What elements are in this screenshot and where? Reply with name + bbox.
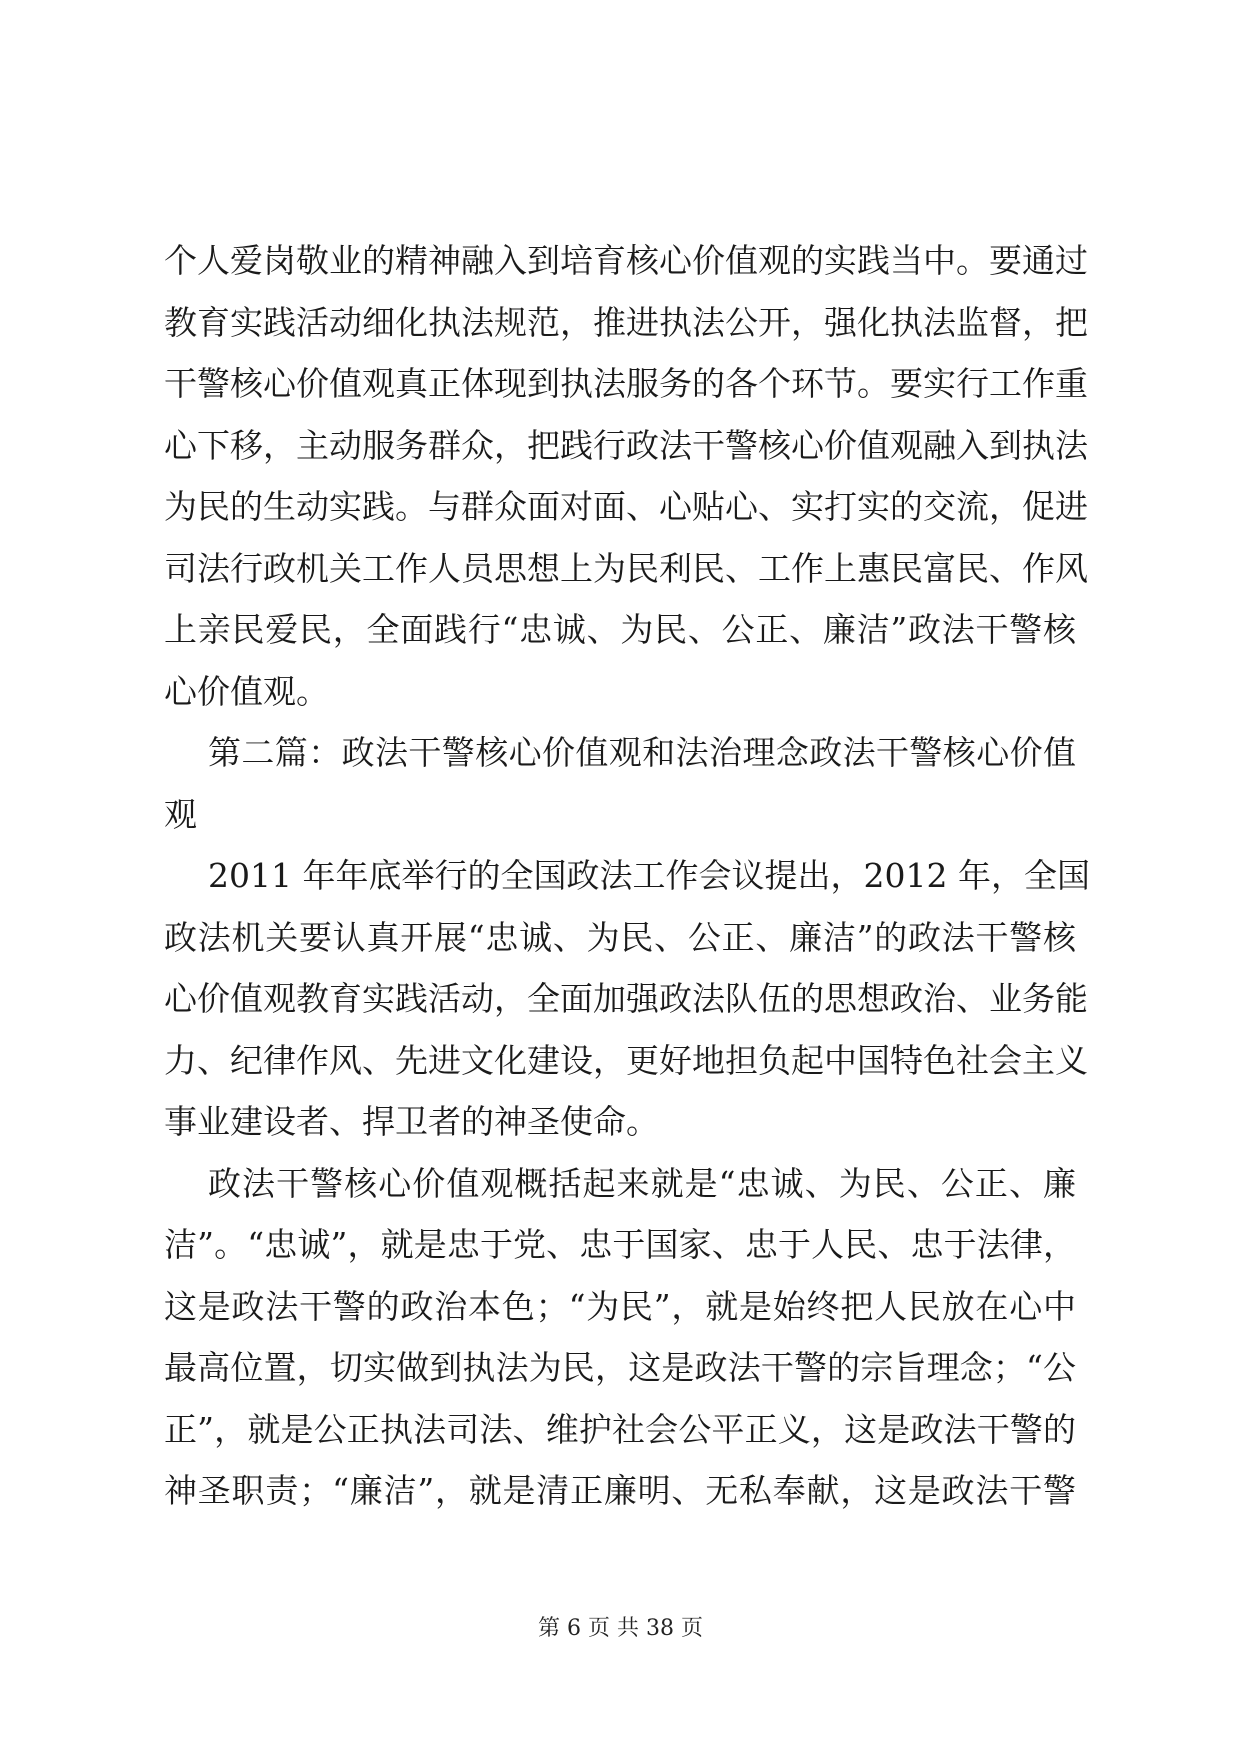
text-line: 心价值观教育实践活动，全面加强政法队伍的思想政治、业务能: [164, 979, 1088, 1018]
text-line: 为民的生动实践。与群众面对面、心贴心、实打实的交流，促进: [164, 487, 1088, 526]
text-line: 这是政法干警的政治本色；“为民”，就是始终把人民放在心中: [164, 1286, 1076, 1326]
text-line: 心下移，主动服务群众，把践行政法干警核心价值观融入到执法: [164, 425, 1088, 465]
text-line: 洁”。“忠诚”，就是忠于党、忠于国家、忠于人民、忠于法律，: [164, 1225, 1076, 1264]
text-line: 政法机关要认真开展“忠诚、为民、公正、廉洁”的政法干警核: [164, 917, 1076, 957]
text-line: 最高位置，切实做到执法为民，这是政法干警的宗旨理念；“公: [164, 1348, 1076, 1387]
text-line: 心价值观。: [164, 671, 329, 711]
text-line: 政法干警核心价值观概括起来就是“忠诚、为民、公正、廉: [208, 1163, 1076, 1203]
text-line: 第二篇：政法干警核心价值观和法治理念政法干警核心价值: [208, 733, 1076, 772]
text-line: 个人爱岗敬业的精神融入到培育核心价值观的实践当中。要通过: [164, 241, 1088, 280]
text-line: 干警核心价值观真正体现到执法服务的各个环节。要实行工作重: [164, 364, 1088, 403]
text-line: 教育实践活动细化执法规范，推进执法公开，强化执法监督，把: [164, 302, 1088, 342]
text-line: 上亲民爱民，全面践行“忠诚、为民、公正、廉洁”政法干警核: [164, 610, 1076, 649]
document-body: [164, 230, 1090, 1522]
text-line: 正”，就是公正执法司法、维护社会公平正义，这是政法干警的: [164, 1409, 1076, 1449]
text-line: 力、纪律作风、先进文化建设，更好地担负起中国特色社会主义: [164, 1040, 1088, 1080]
text-line: 事业建设者、捍卫者的神圣使命。: [164, 1102, 659, 1141]
text-line: 司法行政机关工作人员思想上为民利民、工作上惠民富民、作风: [164, 548, 1088, 588]
page-footer: 第 6 页 共 38 页: [538, 1616, 703, 1641]
text-line: 观: [164, 794, 197, 834]
text-line: 2011 年年底举行的全国政法工作会议提出，2012 年，全国: [208, 856, 1090, 895]
text-line: 神圣职责；“廉洁”，就是清正廉明、无私奉献，这是政法干警: [164, 1471, 1076, 1510]
